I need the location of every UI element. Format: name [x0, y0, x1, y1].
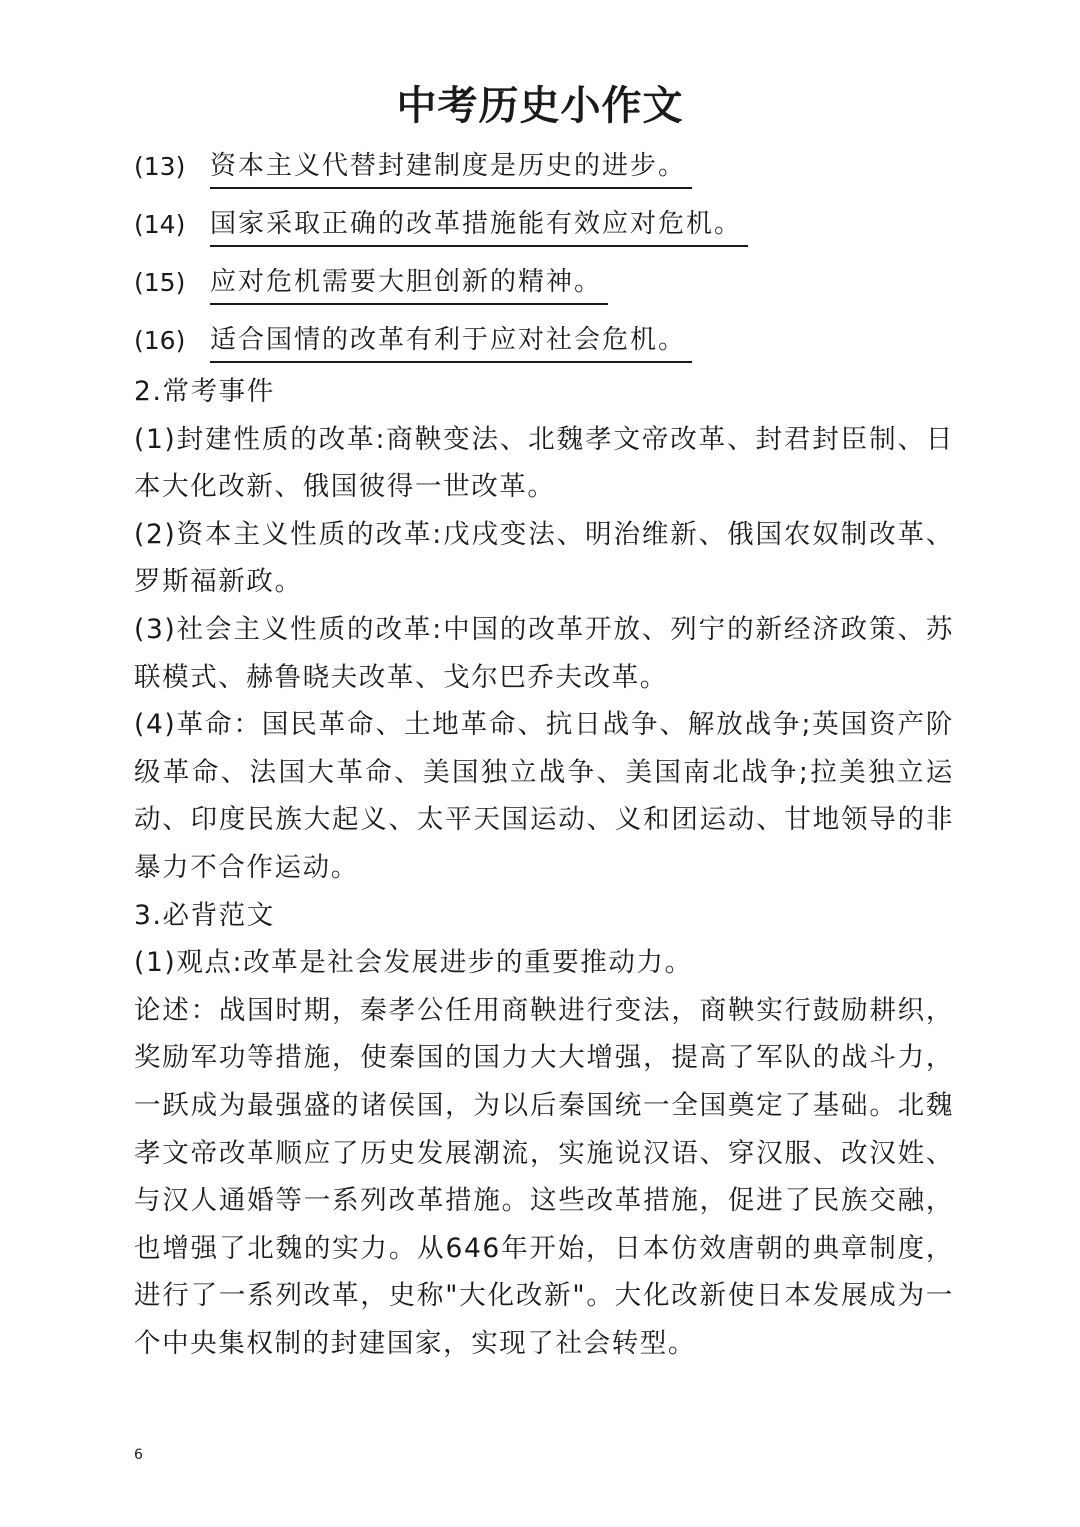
section-heading-essay: 3.必背范文 [134, 899, 275, 931]
conclusion-text: 适合国情的改革有利于应对社会危机。 [210, 320, 692, 363]
essay-viewpoint: (1)观点:改革是社会发展进步的重要推动力。 [134, 947, 693, 979]
page-title: 中考历史小作文 [396, 83, 684, 129]
conclusion-text: 国家采取正确的改革措施能有效应对危机。 [210, 204, 748, 247]
conclusion-item [134, 254, 964, 312]
event-paragraph: (4)革命：国民革命、土地革命、抗日战争、解放战争;英国资产阶级革命、法国大革命、美国独立战争、美国南北战争;拉美独立运动、印度民族大起义、太平天国运动、义和团运动、甘地领导的非暴力不合作运动。 [134, 709, 954, 883]
conclusion-item [134, 196, 964, 254]
conclusion-number: (14) [134, 210, 186, 239]
conclusion-list [134, 138, 964, 370]
conclusion-item [134, 138, 964, 196]
section-heading-events: 2.常考事件 [134, 376, 275, 407]
essay-body: 论述：战国时期，秦孝公任用商鞅进行变法，商鞅实行鼓励耕织，奖励军功等措施，使秦国的国力大大增强，提高了军队的战斗力，一跃成为最强盛的诸侯国，为以后秦国统一全国奠定了基础。北魏孝文帝改革顺应了历史发展潮流，实施说汉语、穿汉服、改汉姓、与汉人通婚等一系列改革措施。这些改革措施，促进了民族交融，也增强了北魏的实力。从646年开始，日本仿效唐朝的典章制度，进行了一系列改革，史称"大化改新"。大化改新使日本发展成为一个中央集权制的封建国家，实现了社会转型。 [134, 994, 954, 1359]
event-paragraph: (3)社会主义性质的改革:中国的改革开放、列宁的新经济政策、苏联模式、赫鲁晓夫改革、戈尔巴乔夫改革。 [134, 613, 954, 693]
conclusion-item [134, 312, 964, 370]
conclusion-number: (13) [134, 152, 186, 181]
event-paragraph: (1)封建性质的改革:商鞅变法、北魏孝文帝改革、封君封臣制、日本大化改新、俄国彼得一世改革。 [134, 423, 954, 503]
conclusion-text: 应对危机需要大胆创新的精神。 [210, 262, 608, 305]
document-body [134, 368, 954, 1367]
conclusion-number: (15) [134, 268, 186, 297]
conclusion-number: (16) [134, 326, 186, 355]
conclusion-text: 资本主义代替封建制度是历史的进步。 [210, 146, 692, 189]
page-number: 6 [134, 1447, 143, 1463]
event-paragraph: (2)资本主义性质的改革:戊戌变法、明治维新、俄国农奴制改革、罗斯福新政。 [134, 518, 954, 598]
